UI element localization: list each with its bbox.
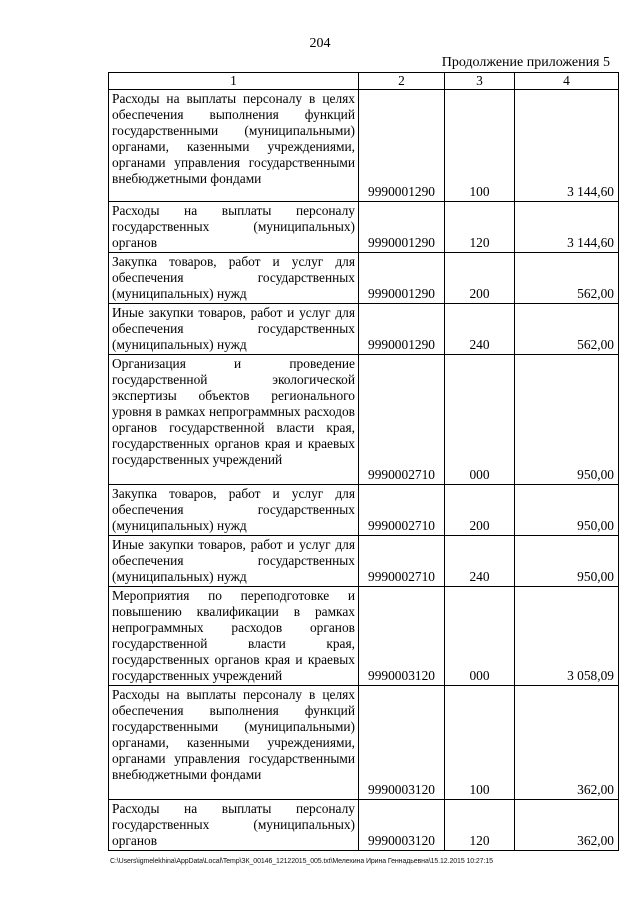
row-expense-type: 000 — [445, 587, 515, 686]
row-amount: 362,00 — [515, 800, 619, 851]
row-code: 9990003120 — [359, 800, 445, 851]
column-header-3: 3 — [445, 73, 515, 90]
table-row — [109, 90, 619, 202]
row-expense-type: 200 — [445, 485, 515, 536]
row-code: 9990002710 — [359, 485, 445, 536]
row-description: Мероприятия по переподготовке и повышению квалификации в рамках непрограммных расходов органов государственной власти края, государственных органов края и краевых государственных учреждений — [109, 587, 359, 686]
row-expense-type: 240 — [445, 304, 515, 355]
table-row — [109, 800, 619, 851]
row-code: 9990001290 — [359, 304, 445, 355]
continuation-label: Продолжение приложения 5 — [441, 55, 610, 70]
budget-table — [108, 72, 619, 851]
row-amount: 3 144,60 — [515, 202, 619, 253]
column-header-4: 4 — [515, 73, 619, 90]
table-header-row — [109, 73, 619, 90]
row-expense-type: 000 — [445, 355, 515, 485]
row-description: Расходы на выплаты персоналу государственных (муниципальных) органов — [109, 800, 359, 851]
row-code: 9990003120 — [359, 686, 445, 800]
table-row — [109, 202, 619, 253]
row-expense-type: 200 — [445, 253, 515, 304]
column-header-2: 2 — [359, 73, 445, 90]
row-description: Закупка товаров, работ и услуг для обеспечения государственных (муниципальных) нужд — [109, 485, 359, 536]
row-expense-type: 240 — [445, 536, 515, 587]
row-description: Организация и проведение государственной экологической экспертизы объектов регионального уровня в рамках непрограммных расходов органов государственной власти края, государственных органов края и краевых государственных учреждений — [109, 355, 359, 485]
row-amount: 562,00 — [515, 253, 619, 304]
table-row — [109, 253, 619, 304]
row-amount: 362,00 — [515, 686, 619, 800]
row-expense-type: 100 — [445, 686, 515, 800]
row-code: 9990003120 — [359, 587, 445, 686]
row-expense-type: 100 — [445, 90, 515, 202]
table-row — [109, 536, 619, 587]
row-code: 9990001290 — [359, 253, 445, 304]
row-description: Закупка товаров, работ и услуг для обеспечения государственных (муниципальных) нужд — [109, 253, 359, 304]
table-row — [109, 686, 619, 800]
row-description: Расходы на выплаты персоналу в целях обеспечения выполнения функций государственными (муниципальными) органами, казенными учреждениями, органами управления государственными внебюджетными фондами — [109, 686, 359, 800]
footer-file-path: C:\Users\igmelekhina\AppData\Local\Temp\ЗК_00146_12122015_005.txt\Мелехина Ирина Геннадьевна\15.12.2015 10:27:15 — [110, 858, 493, 865]
row-code: 9990001290 — [359, 202, 445, 253]
table-row — [109, 587, 619, 686]
row-amount: 3 144,60 — [515, 90, 619, 202]
row-description: Иные закупки товаров, работ и услуг для обеспечения государственных (муниципальных) нужд — [109, 304, 359, 355]
row-description: Расходы на выплаты персоналу в целях обеспечения выполнения функций государственными (муниципальными) органами, казенными учреждениями, органами управления государственными внебюджетными фондами — [109, 90, 359, 202]
row-description: Иные закупки товаров, работ и услуг для обеспечения государственных (муниципальных) нужд — [109, 536, 359, 587]
table-row — [109, 355, 619, 485]
row-code: 9990001290 — [359, 90, 445, 202]
row-amount: 950,00 — [515, 485, 619, 536]
row-expense-type: 120 — [445, 202, 515, 253]
page-number: 204 — [309, 36, 331, 51]
row-amount: 3 058,09 — [515, 587, 619, 686]
row-code: 9990002710 — [359, 355, 445, 485]
row-description: Расходы на выплаты персоналу государственных (муниципальных) органов — [109, 202, 359, 253]
row-code: 9990002710 — [359, 536, 445, 587]
column-header-1: 1 — [109, 73, 359, 90]
row-amount: 950,00 — [515, 355, 619, 485]
table-row — [109, 485, 619, 536]
row-expense-type: 120 — [445, 800, 515, 851]
table-row — [109, 304, 619, 355]
row-amount: 562,00 — [515, 304, 619, 355]
row-amount: 950,00 — [515, 536, 619, 587]
